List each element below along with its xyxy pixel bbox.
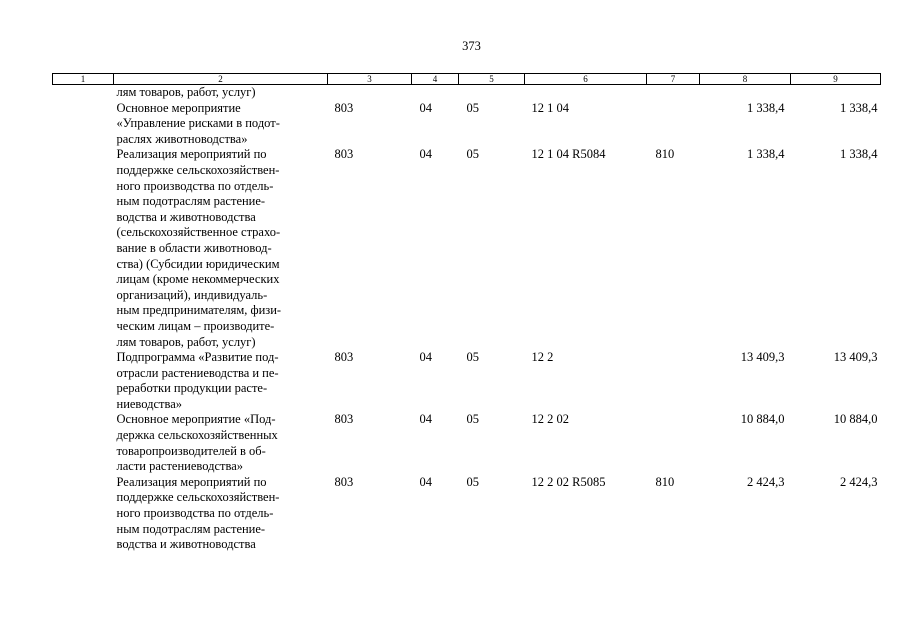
table-row	[53, 101, 881, 148]
cell-rz: 04	[419, 147, 432, 162]
cell-description: лям товаров, работ, услуг)	[116, 85, 256, 99]
cell-grbs: 803	[334, 412, 354, 427]
cell-grbs: 803	[334, 100, 354, 115]
cell-pr: 05	[466, 100, 479, 115]
cell-description: Подпрограмма «Развитие под- отрасли растениеводства и пе- реработки продукции расте- ниеводства»	[116, 350, 279, 411]
cell-csr: 12 2	[531, 350, 554, 365]
cell-sum-1: 1 338,4	[747, 147, 785, 162]
page-number: 373	[462, 39, 481, 53]
cell-rz: 04	[419, 350, 432, 365]
header-col-1: 1	[53, 74, 114, 85]
header-col-6: 6	[525, 74, 647, 85]
cell-csr: 12 2 02	[531, 412, 569, 427]
cell-sum-2: 10 884,0	[833, 412, 878, 427]
cell-index	[53, 412, 114, 474]
cell-description: Реализация мероприятий по поддержке сельскохозяйствен- ного производства по отдель- ным подотраслям растение- водства и животноводства (сельскохозяйственное страхо- вание в области животновод- ства) (Субсидии юридическим лицам (кроме некоммерческих организаций), индивидуаль- ным предпринимателям, физи- ческим лицам – производите- лям товаров, работ, услуг)	[116, 147, 282, 349]
cell-index	[53, 147, 114, 350]
header-col-8: 8	[700, 74, 791, 85]
cell-sum-2: 2 424,3	[840, 474, 878, 489]
cell-csr: 12 1 04	[531, 100, 569, 115]
table-row	[53, 350, 881, 412]
cell-vr	[647, 412, 700, 474]
header-col-9: 9	[791, 74, 881, 85]
cell-vr	[647, 350, 700, 412]
cell-rz: 04	[419, 100, 432, 115]
cell-vr	[647, 101, 700, 148]
cell-vr: 810	[655, 474, 675, 489]
cell-grbs	[328, 85, 412, 101]
header-row	[53, 74, 881, 85]
cell-pr: 05	[466, 412, 479, 427]
cell-index	[53, 101, 114, 148]
table-row	[53, 147, 881, 350]
header-col-2: 2	[114, 74, 328, 85]
cell-sum-2: 1 338,4	[840, 147, 878, 162]
cell-vr: 810	[655, 147, 675, 162]
cell-csr	[525, 85, 647, 101]
cell-sum-2: 13 409,3	[833, 350, 878, 365]
table-row	[53, 85, 881, 101]
cell-grbs: 803	[334, 147, 354, 162]
cell-description: Основное мероприятие «Под- держка сельскохозяйственных товаропроизводителей в об- ласти растениеводства»	[116, 412, 278, 474]
cell-grbs: 803	[334, 474, 354, 489]
header-col-7: 7	[647, 74, 700, 85]
header-col-3: 3	[328, 74, 412, 85]
cell-pr: 05	[466, 147, 479, 162]
cell-description: Реализация мероприятий по поддержке сельскохозяйствен- ного производства по отдель- ным подотраслям растение- водства и животноводства	[116, 474, 280, 552]
cell-index	[53, 85, 114, 101]
cell-index	[53, 350, 114, 412]
cell-sum-1	[700, 85, 791, 101]
cell-sum-1: 1 338,4	[747, 100, 785, 115]
cell-description: Основное мероприятие «Управление рисками в подот- раслях животноводства»	[116, 100, 280, 146]
cell-index	[53, 475, 114, 553]
cell-pr: 05	[466, 350, 479, 365]
cell-vr	[647, 85, 700, 101]
header-col-5: 5	[459, 74, 525, 85]
cell-sum-2	[791, 85, 881, 101]
cell-sum-1: 2 424,3	[747, 474, 785, 489]
cell-pr: 05	[466, 474, 479, 489]
cell-pr	[459, 85, 525, 101]
cell-grbs: 803	[334, 350, 354, 365]
cell-rz	[412, 85, 459, 101]
budget-table	[52, 73, 881, 553]
table-row	[53, 475, 881, 553]
cell-sum-2: 1 338,4	[840, 100, 878, 115]
cell-csr: 12 1 04 R5084	[531, 147, 606, 162]
cell-sum-1: 13 409,3	[740, 350, 785, 365]
cell-csr: 12 2 02 R5085	[531, 474, 606, 489]
header-col-4: 4	[412, 74, 459, 85]
table-row	[53, 412, 881, 474]
cell-rz: 04	[419, 474, 432, 489]
cell-sum-1: 10 884,0	[740, 412, 785, 427]
cell-rz: 04	[419, 412, 432, 427]
